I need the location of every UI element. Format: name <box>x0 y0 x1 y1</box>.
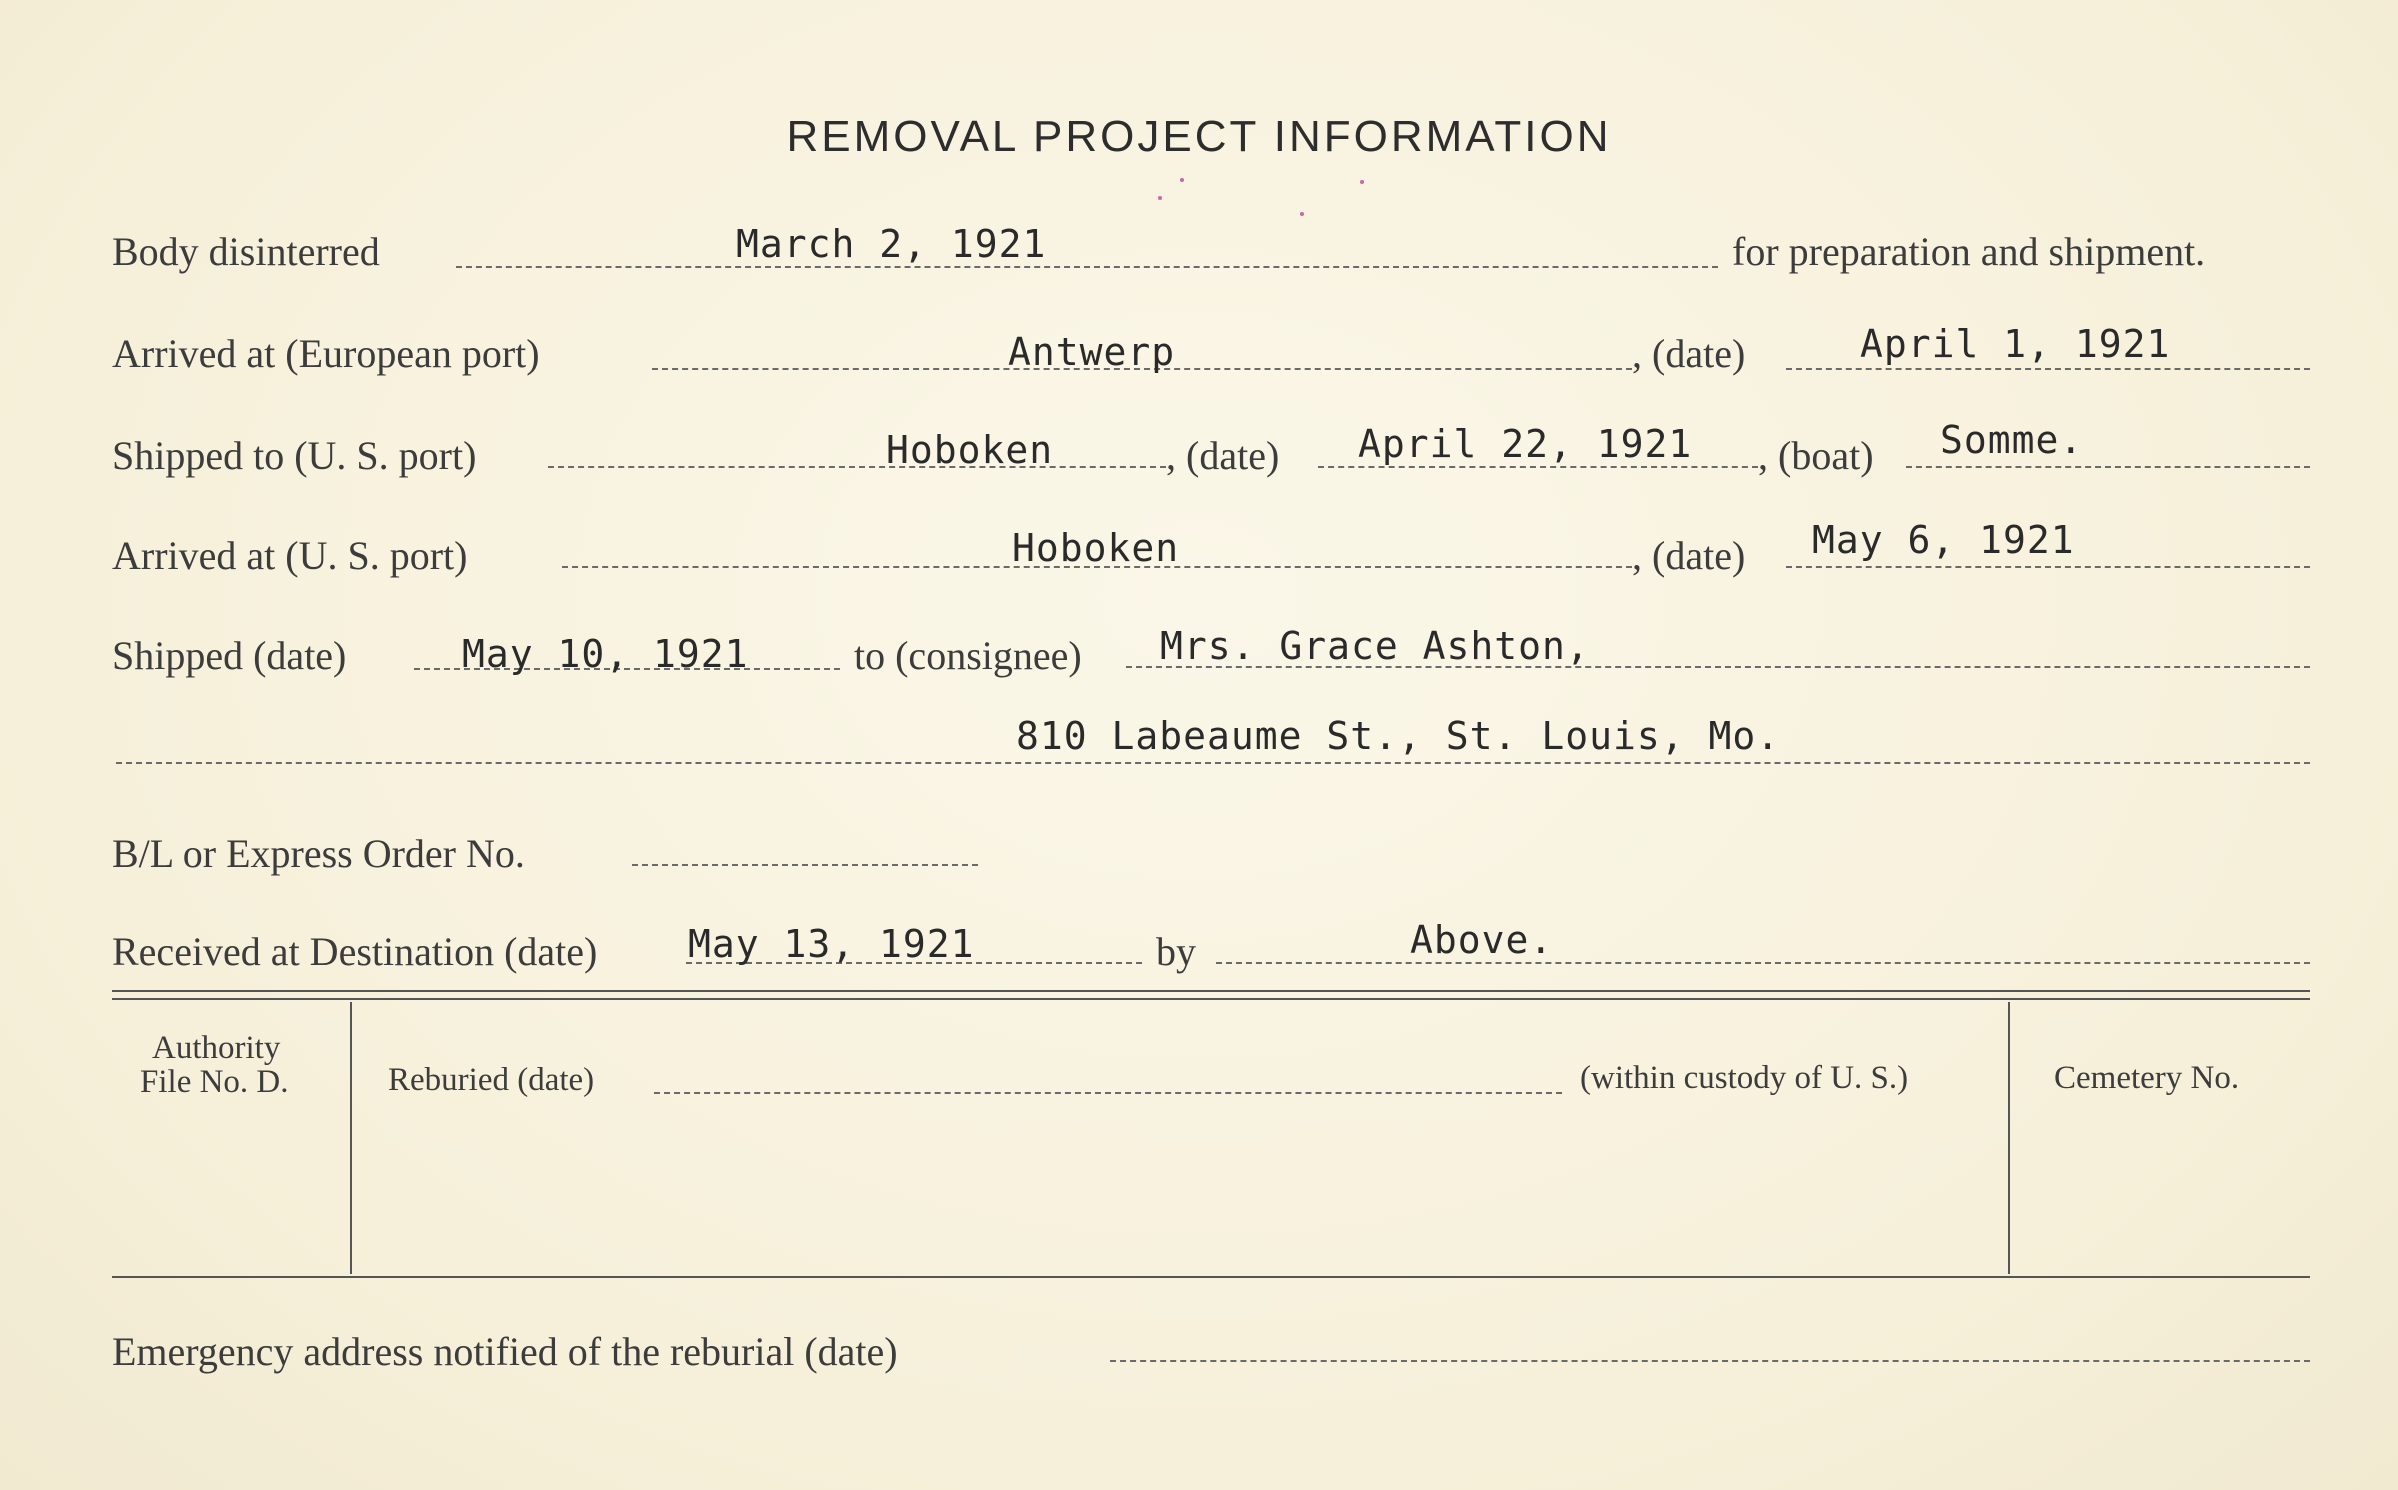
arrived-us-port: Hoboken <box>1012 526 1180 570</box>
table-divider-left <box>350 1002 352 1274</box>
reburied-line <box>654 1092 1562 1094</box>
stamp-mark <box>1360 180 1364 184</box>
stamp-mark <box>1300 212 1304 216</box>
custody-label: (within custody of U. S.) <box>1580 1060 1909 1096</box>
body-disinterred-suffix: for preparation and shipment. <box>1732 229 2206 274</box>
received-by: Above. <box>1410 918 1554 962</box>
received-date: May 13, 1921 <box>688 922 975 966</box>
shipped-us-port: Hoboken <box>886 428 1054 472</box>
bl-order-line <box>632 864 978 866</box>
arrived-us-date-label: , (date) <box>1632 533 1746 578</box>
table-top-rule-2 <box>112 998 2310 1000</box>
received-label: Received at Destination (date) <box>112 929 598 974</box>
reburied-label: Reburied (date) <box>388 1062 595 1098</box>
arrived-us-date-line <box>1786 566 2310 568</box>
authority-label-1: Authority <box>152 1030 281 1066</box>
shipped-us-boat: Somme. <box>1940 418 2084 462</box>
shipped-us-date-line <box>1318 466 1758 468</box>
address-line <box>116 762 2310 764</box>
shipped-us-date: April 22, 1921 <box>1358 422 1693 466</box>
table-top-rule <box>112 990 2310 992</box>
table-bottom-rule <box>112 1276 2310 1278</box>
shipped-date-label: Shipped (date) <box>112 633 347 678</box>
received-by-label: by <box>1156 929 1196 974</box>
shipped-us-boat-line <box>1906 466 2310 468</box>
arrived-us-date: May 6, 1921 <box>1812 518 2075 562</box>
arrived-european-date: April 1, 1921 <box>1860 322 2171 366</box>
shipped-us-line <box>548 466 1166 468</box>
cemetery-label: Cemetery No. <box>2054 1060 2240 1096</box>
stamp-mark <box>1180 178 1184 182</box>
body-disinterred-line <box>456 266 1718 268</box>
bl-order-label: B/L or Express Order No. <box>112 831 525 876</box>
authority-label-2: File No. D. <box>140 1064 289 1100</box>
shipped-us-date-label: , (date) <box>1166 433 1280 478</box>
page-title: REMOVAL PROJECT INFORMATION <box>786 112 1612 161</box>
body-disinterred-value: March 2, 1921 <box>736 222 1047 266</box>
arrived-european-date-label: , (date) <box>1632 331 1746 376</box>
arrived-european-date-line <box>1786 368 2310 370</box>
shipped-us-boat-label: , (boat) <box>1758 433 1874 478</box>
emergency-label: Emergency address notified of the reburial (date) <box>112 1329 898 1374</box>
body-disinterred-label: Body disinterred <box>112 229 380 274</box>
stamp-mark <box>1158 196 1162 200</box>
emergency-line <box>1110 1360 2310 1362</box>
table-divider-right <box>2008 1002 2010 1274</box>
consignee-label: to (consignee) <box>854 633 1082 678</box>
arrived-european-port: Antwerp <box>1008 330 1176 374</box>
received-by-line <box>1216 962 2310 964</box>
arrived-european-label: Arrived at (European port) <box>112 331 540 376</box>
shipped-us-label: Shipped to (U. S. port) <box>112 433 477 478</box>
consignee-value: Mrs. Grace Ashton, <box>1160 624 1590 668</box>
address-value: 810 Labeaume St., St. Louis, Mo. <box>1016 714 1781 758</box>
arrived-us-label: Arrived at (U. S. port) <box>112 533 468 578</box>
shipped-date-value: May 10, 1921 <box>462 632 749 676</box>
